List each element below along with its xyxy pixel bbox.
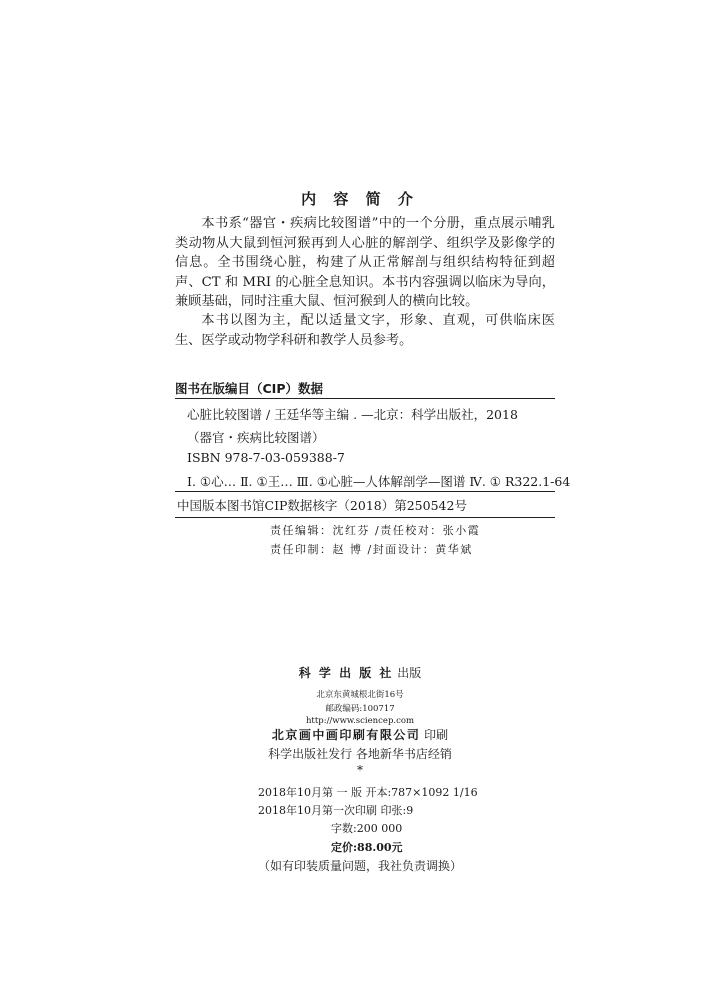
summary-paragraph-2: 本书以图为主，配以适量文字，形象、直观，可供临床医生、医学或动物学科研和教学人员参考。 bbox=[175, 313, 555, 348]
cip-line-isbn: ISBN 978-7-03-059388-7 bbox=[187, 450, 345, 465]
word-count-line: 字数:200 000 bbox=[331, 822, 403, 835]
publisher-postcode: 邮政编码:100717 bbox=[325, 704, 395, 714]
printing-line: 2018年10月第一次印刷 印张:9 bbox=[258, 804, 414, 817]
cip-middle-rule bbox=[175, 491, 555, 492]
cip-line-record-number: 中国版本图书馆CIP数据核字（2018）第250542号 bbox=[177, 498, 467, 513]
summary-paragraph-1: 本书系“器官・疾病比较图谱”中的一个分册，重点展示哺乳类动物从大鼠到恒河猴再到人心脏的解剖学、组织学及影像学的信息。全书围绕心脏，构建了从正常解剖与组织结构特征到超声、CT 和 MRI 的心脏全息知识。本书内容强调以临床为导向，兼顾基础，同时注重大鼠、恒河猴到人的横向比较。 bbox=[175, 216, 555, 309]
price-line: 定价:88.00元 bbox=[331, 841, 403, 854]
summary-title: 内 容 简 介 bbox=[301, 190, 419, 208]
cip-line-title: 心脏比较图谱 / 王廷华等主编 . —北京：科学出版社，2018 bbox=[187, 407, 518, 422]
publisher-url: http://www.sciencep.com bbox=[305, 716, 415, 726]
printer-name: 北京画中画印刷有限公司 bbox=[271, 728, 421, 742]
publisher-name: 科 学 出 版 社 bbox=[298, 666, 394, 680]
publisher-address: 北京东黄城根北街16号 bbox=[316, 690, 404, 700]
edition-line: 2018年10月第 一 版 开本:787×1092 1/16 bbox=[258, 786, 478, 799]
cip-bottom-rule bbox=[175, 517, 555, 518]
publisher-line bbox=[0, 664, 720, 681]
distribution-line: 科学出版社发行 各地新华书店经销 bbox=[268, 747, 452, 761]
quality-note: （如有印装质量问题，我社负责调换） bbox=[257, 859, 462, 873]
publisher-action: 出版 bbox=[397, 666, 422, 680]
cip-heading: 图书在版编目（CIP）数据 bbox=[175, 381, 323, 396]
printer-action: 印刷 bbox=[424, 728, 449, 742]
credit-production: 责任印制：赵 博 /封面设计：黄华斌 bbox=[270, 543, 473, 556]
separator-asterisk: * bbox=[357, 763, 363, 777]
cip-line-classification: Ⅰ. ①心… Ⅱ. ①王… Ⅲ. ①心脏—人体解剖学—图谱 Ⅳ. ① R322.1-64 bbox=[187, 474, 571, 489]
cip-top-rule bbox=[175, 398, 555, 399]
credit-editors: 责任编辑：沈红芬 /责任校对：张小霞 bbox=[270, 524, 481, 537]
printer-line bbox=[0, 726, 720, 743]
cip-line-series: （器官・疾病比较图谱） bbox=[187, 430, 325, 445]
